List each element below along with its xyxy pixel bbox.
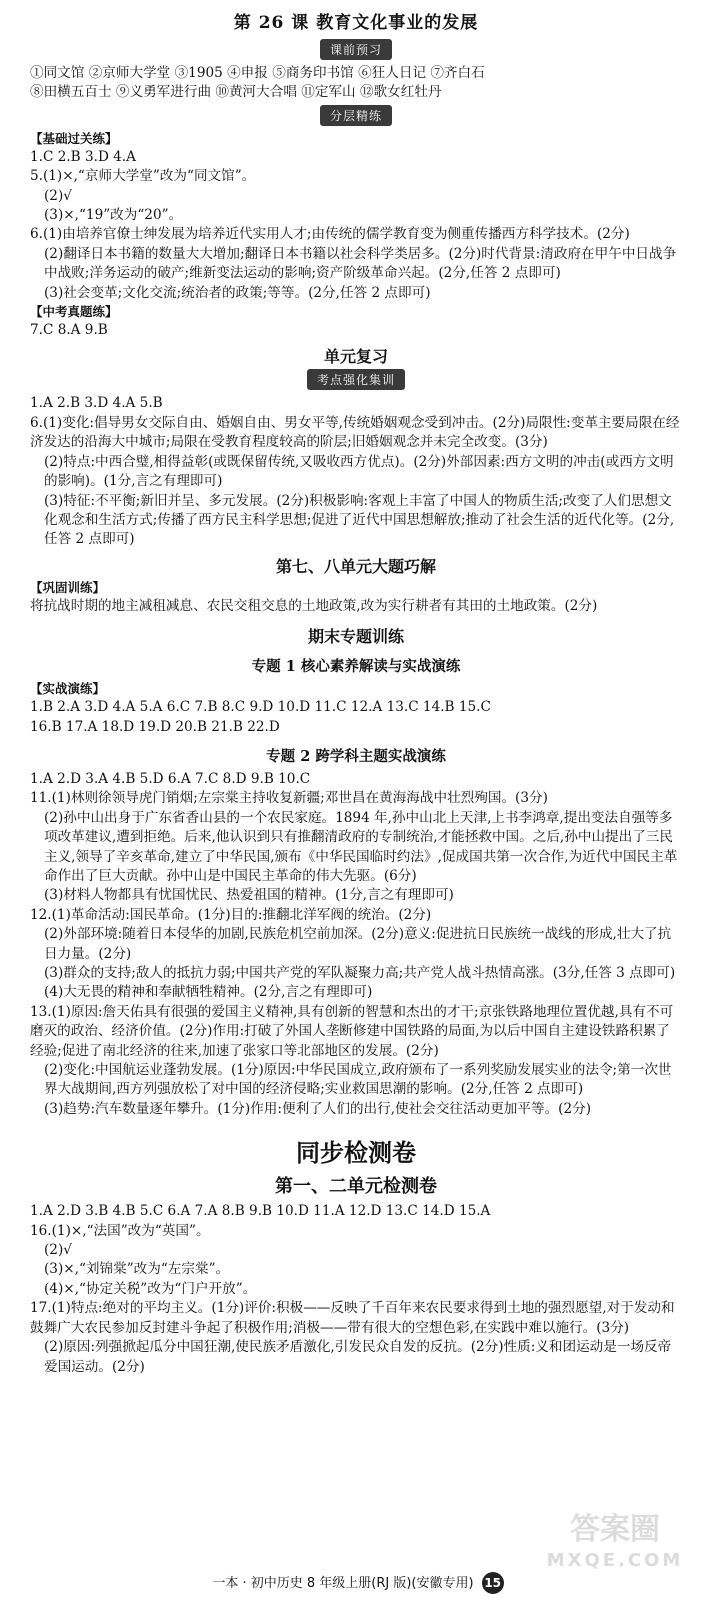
answer-para: 17.(1)特点:绝对的平均主义。(1分)评价:积极——反映了千百年来农民要求得到土地的强烈愿望,对于发动和鼓舞广大农民参加反封建斗争起了积极作用;消极——带有很大的空想色彩,在实践中难以施行。(3分) — [30, 1300, 675, 1336]
exam-label: 【中考真题练】 — [30, 304, 118, 320]
answer-para: 6.(1)变化:倡导男女交际自由、婚姻自由、男女平等,传统婚姻观念受到冲击。(2分)局限性:变革主要局限在经济发达的沿海大中城市;局限在受教育程度较高的阶层;旧婚姻观念并未完全改变。(3分) — [30, 414, 680, 451]
sync-test-title: 第一、二单元检测卷 — [275, 1176, 437, 1198]
answer-para: (3)群众的支持;敌人的抵抗力弱;中国共产党的军队凝聚力高;共产党人战斗热情高涨。(3分,任答 3 点即可) — [44, 965, 676, 981]
answer-line: 16.B 17.A 18.D 19.D 20.B 21.B 22.D — [30, 718, 280, 735]
answer-line: 5.(1)×,“京师大学堂”改为“同文馆”。 — [30, 168, 256, 185]
answer-line: (3)×,“19”改为“20”。 — [44, 207, 183, 224]
answer-para: (4)大无畏的精神和奉献牺牲精神。(2分,言之有理即可) — [44, 984, 373, 1001]
answer-line: 1.C 2.B 3.D 4.A — [30, 148, 136, 165]
answer-para: (2)外部环境:随着日本侵华的加剧,民族危机空前加深。(2分)意义:促进抗日民族统一战线的形成,壮大了抗日力量。(2分) — [44, 926, 672, 962]
answer-line: 16.(1)×,“法国”改为“英国”。 — [30, 1222, 210, 1239]
watermark-sub: MXQE.COM — [546, 1550, 684, 1571]
answer-para: (3)趋势:汽车数量逐年攀升。(1分)作用:便利了人们的出行,使社会交往活动更加平等。(2分) — [44, 1100, 592, 1117]
answer-line: 1.A 2.D 3.B 4.B 5.C 6.A 7.A 8.B 9.B 10.D 11.A 12.D 13.C 14.D 15.A — [30, 1203, 491, 1220]
preview-line: ⑧田横五百士 ⑨义勇军进行曲 ⑩黄河大合唱 ⑪定军山 ⑫歌女红牡丹 — [30, 84, 442, 101]
lesson-title: 第 26 课 教育文化事业的发展 — [233, 13, 479, 33]
preview-badge: 课前预习 — [320, 39, 392, 60]
answer-para: 6.(1)由培养官僚士绅发展为培养近代实用人才;由传统的儒学教育变为侧重传播西方科学技术。(2分) — [30, 226, 630, 243]
preview-line: ①同文馆 ②京师大学堂 ③1905 ④申报 ⑤商务印书馆 ⑥狂人日记 ⑦齐白石 — [30, 65, 485, 81]
sync-test-big-title: 同步检测卷 — [296, 1139, 416, 1168]
answer-line: (2)√ — [44, 187, 72, 204]
footer-text: 一本 · 初中历史 8 年级上册(RJ 版)(安徽专用) — [212, 1576, 474, 1591]
answer-line: 7.C 8.A 9.B — [30, 322, 108, 339]
practice-badge: 分层精练 — [320, 105, 392, 126]
watermark-main: 答案圈 — [570, 1512, 660, 1547]
units78-label: 【巩固训练】 — [30, 579, 106, 595]
page-number: 15 — [482, 1572, 504, 1594]
unit-review-badge: 考点强化集训 — [307, 369, 405, 390]
answer-line: 1.A 2.B 3.D 4.A 5.B — [30, 395, 163, 412]
unit-review-title: 单元复习 — [323, 347, 388, 367]
answer-para: (2)特点:中西合璧,相得益彰(或既保留传统,又吸收西方优点)。(2分)外部因素:西方文明的冲击(或西方文明的影响)。(1分,言之有理即可) — [44, 453, 674, 490]
units78-title: 第七、八单元大题巧解 — [275, 556, 436, 576]
answer-para: (2)孙中山出身于广东省香山县的一个农民家庭。1894 年,孙中山北上天津,上书李鸿章,提出变法自强等多项改革建议,遭到拒绝。后来,他认识到只有推翻清政府的专制统治,才能拯救中国。之后,孙中山提出了三民主义,领导了辛亥革命,建立了中华民国,颁布《中华民国临时约法》,促成国共第一次合作,为近代中国民主革命作出了巨大贡献。孙中山是中国民主革命的伟大先驱。(6分) — [44, 809, 678, 884]
answer-line: (4)×,“协定关税”改为“门户开放”。 — [44, 1280, 257, 1297]
topic1-label: 【实战演练】 — [30, 681, 106, 697]
answer-para: (3)材料人物都具有忧国忧民、热爱祖国的精神。(1分,言之有理即可) — [44, 887, 454, 904]
answer-line: (2)√ — [44, 1242, 72, 1259]
answer-para: 11.(1)林则徐领导虎门销烟;左宗棠主持收复新疆;邓世昌在黄海海战中壮烈殉国。(3分) — [30, 790, 548, 807]
answer-para: (2)翻译日本书籍的数量大大增加;翻译日本书籍以社会科学类居多。(2分)时代背景:清政府在甲午中日战争中战败;洋务运动的破产;维新变法运动的影响;资产阶级革命兴起。(2分,任答 2 点即可) — [44, 245, 677, 282]
answer-para: (3)特征:不平衡;新旧并呈、多元发展。(2分)积极影响:客观上丰富了中国人的物质生活;改变了人们思想文化观念和生活方式;传播了西方民主科学思想;促进了近代中国思想解放;推动了社会生活的近代化等。(2分,任答 2 点即可) — [44, 492, 675, 548]
answer-para: (3)社会变革;文化交流;统治者的政策;等等。(2分,任答 2 点即可) — [44, 284, 431, 301]
watermark-logo — [540, 1510, 690, 1590]
answer-line: 1.A 2.D 3.A 4.B 5.D 6.A 7.C 8.D 9.B 10.C — [30, 770, 311, 787]
basic-label: 【基础过关练】 — [30, 130, 118, 146]
final-training-title: 期末专题训练 — [307, 627, 404, 647]
answer-para: 13.(1)原因:詹天佑具有很强的爱国主义精神,具有创新的智慧和杰出的才干;京张铁路地理位置优越,具有不可磨灭的政治、经济价值。(2分)作用:打破了外国人垄断修建中国铁路的局面,为以后中国自主建设铁路积累了经验;促进了南北经济的往来,加速了张家口等北部地区的发展。(2分) — [30, 1003, 674, 1059]
answer-para: 12.(1)革命活动:国民革命。(1分)目的:推翻北洋军阀的统治。(2分) — [30, 906, 432, 923]
answer-para: (2)原因:列强掀起瓜分中国狂潮,使民族矛盾激化,引发民众自发的反抗。(2分)性质:义和团运动是一场反帝爱国运动。(2分) — [44, 1339, 672, 1375]
topic2-title: 专题 2 跨学科主题实战演练 — [266, 747, 446, 765]
answer-line: (3)×,“刘锦棠”改为“左宗棠”。 — [44, 1261, 230, 1278]
topic1-title: 专题 1 核心素养解读与实战演练 — [251, 658, 461, 676]
answer-para: 将抗战时期的地主减租减息、农民交租交息的土地政策,改为实行耕者有其田的土地政策。(2分) — [30, 597, 598, 614]
answer-para: (2)变化:中国航运业蓬勃发展。(1分)原因:中华民国成立,政府颁布了一系列奖励发展实业的法令;第一次世界大战期间,西方列强放松了对中国的经济侵略;实业救国思潮的影响。(2分,任答 2 点即可) — [44, 1062, 672, 1098]
answer-line: 1.B 2.A 3.D 4.A 5.A 6.C 7.B 8.C 9.D 10.D 11.C 12.A 13.C 14.B 15.C — [30, 699, 491, 716]
